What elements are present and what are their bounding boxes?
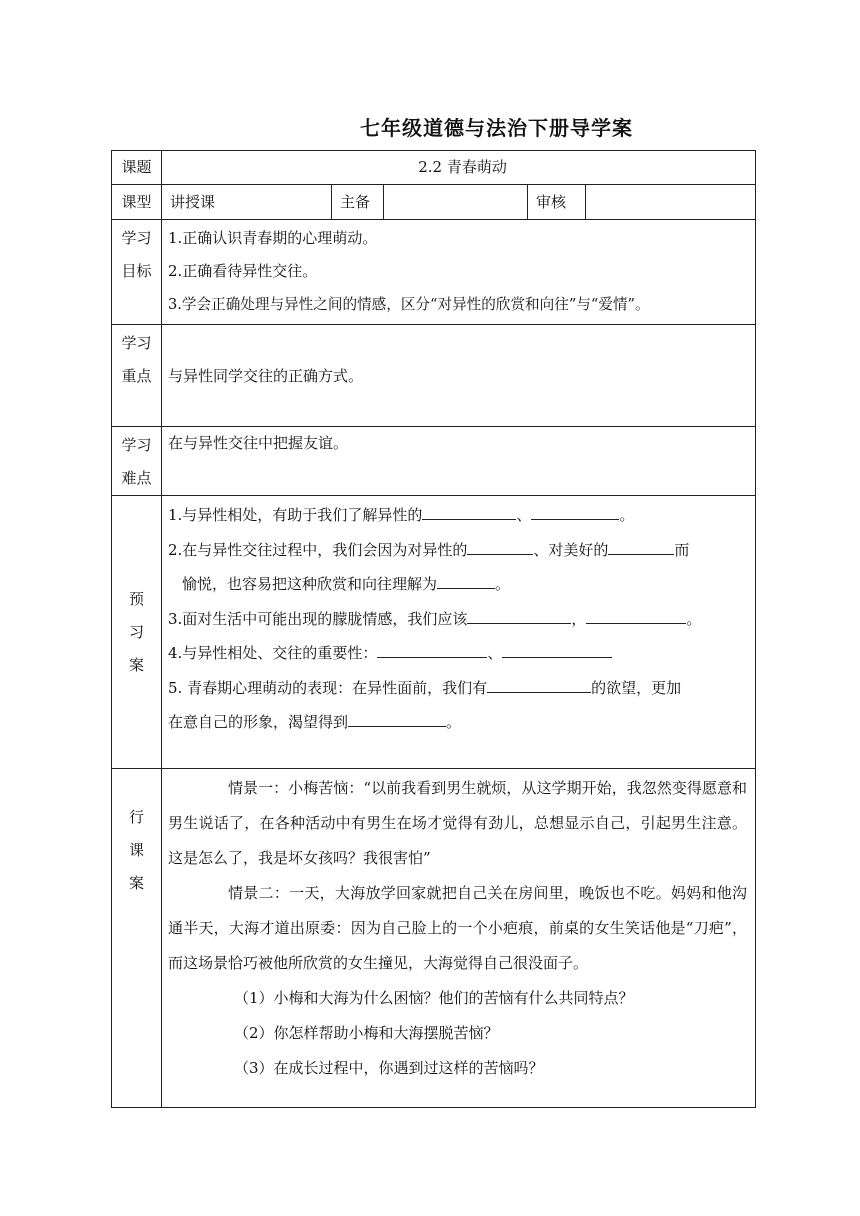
type-value: 讲授课 [162, 185, 332, 220]
preview-content [162, 496, 756, 769]
lead-label: 主备 [332, 185, 384, 220]
practice-label-1: 行 [128, 808, 144, 826]
fill-blank[interactable] [531, 505, 619, 520]
goals-label-1: 学习 [121, 229, 152, 247]
preview-q3: 3.面对生活中可能出现的朦胧情感，我们应该 ， 。 [168, 609, 702, 628]
key-points-label-1: 学习 [121, 334, 152, 352]
preview-label-1: 预 [128, 589, 144, 608]
lead-value [384, 185, 528, 220]
fill-blank[interactable] [487, 678, 591, 693]
fill-blank[interactable] [467, 609, 571, 624]
difficulty-label-2: 难点 [121, 469, 152, 487]
fill-blank[interactable] [348, 712, 446, 727]
key-points-label [112, 325, 162, 427]
practice-question: （3）在成长过程中，你遇到过这样的苦恼吗？ [234, 1059, 544, 1077]
key-points-label-2: 重点 [121, 367, 152, 385]
fill-blank[interactable] [437, 574, 495, 589]
preview-q2: 2.在与异性交往过程中，我们会因为对异性的 、对美好的 而 [168, 540, 690, 559]
goals-label [112, 220, 162, 325]
preview-label-3: 案 [128, 655, 144, 674]
goal-item: 1.正确认识青春期的心理萌动。 [168, 229, 378, 247]
practice-question: （2）你怎样帮助小梅和大海摆脱苦恼？ [234, 1024, 499, 1042]
practice-label-2: 课 [128, 841, 144, 859]
goal-item: 3.学会正确处理与异性之间的情感，区分“对异性的欣赏和向往”与“爱情”。 [168, 296, 650, 313]
preview-label-2: 习 [128, 622, 144, 641]
practice-label [112, 769, 162, 1108]
preview-q5: 5. 青春期心理萌动的表现：在异性面前，我们有 的欲望，更加 [168, 678, 682, 697]
scene-1: 情景一：小梅苦恼：“以前我看到男生就烦，从这学期开始，我忽然变得愿意和男生说话了，在各种活动中有男生在场才觉得有劲儿，总想显示自己，引起男生注意。这是怎么了，我是坏女孩吗？我很害怕” [168, 779, 748, 867]
scene-2: 情景二：一天，大海放学回家就把自己关在房间里，晚饭也不吃。妈妈和他沟通半天，大海才道出原委：因为自己脸上的一个小疤痕，前桌的女生笑话他是“刀疤”，而这场景恰巧被他所欣赏的女生撞见，大海觉得自己很没面子。 [168, 884, 748, 972]
practice-question: （1）小梅和大海为什么困恼？他们的苦恼有什么共同特点？ [234, 989, 634, 1007]
fill-blank[interactable] [502, 643, 612, 658]
key-points-text: 与异性同学交往的正确方式。 [162, 325, 756, 427]
difficulty-text: 在与异性交往中把握友谊。 [162, 427, 756, 496]
review-label: 审核 [528, 185, 586, 220]
preview-q4: 4.与异性相处、交往的重要性： 、 [168, 636, 755, 671]
document-title: 七年级道德与法治下册导学案 [360, 116, 633, 140]
fill-blank[interactable] [608, 540, 674, 555]
goals-label-2: 目标 [121, 262, 152, 280]
topic-label: 课题 [112, 151, 162, 185]
goals-content [162, 220, 756, 325]
preview-label [112, 496, 162, 769]
goal-item: 2.正确看待异性交往。 [168, 262, 318, 280]
type-label: 课型 [112, 185, 162, 220]
preview-q1: 1.与异性相处，有助于我们了解异性的 、 。 [168, 506, 635, 524]
preview-q5-cont: 在意自己的形象，渴望得到 。 [168, 713, 462, 731]
difficulty-label [112, 427, 162, 496]
fill-blank[interactable] [467, 540, 533, 555]
topic-value: 2.2 青春萌动 [162, 151, 756, 185]
fill-blank[interactable] [377, 643, 487, 658]
review-value [586, 185, 756, 220]
practice-label-3: 案 [128, 874, 144, 892]
fill-blank[interactable] [586, 609, 686, 624]
preview-q2-cont: 愉悦，也容易把这种欣赏和向往理解为 。 [182, 575, 511, 593]
study-plan-table [111, 150, 756, 1108]
fill-blank[interactable] [422, 505, 516, 520]
difficulty-label-1: 学习 [121, 436, 152, 454]
practice-content [162, 769, 756, 1108]
